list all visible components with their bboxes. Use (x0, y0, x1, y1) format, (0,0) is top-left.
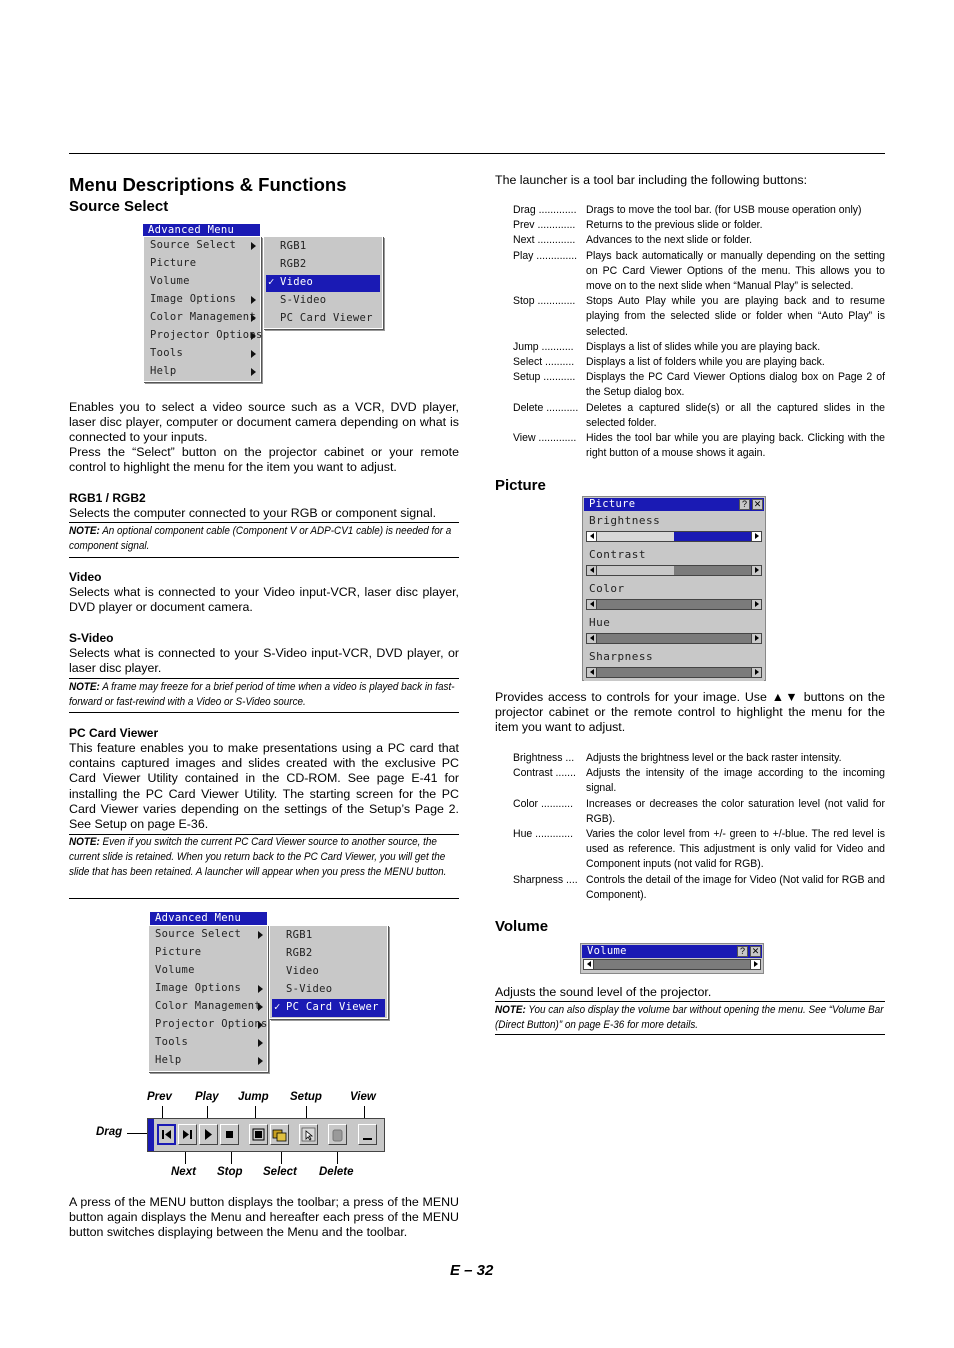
picture-window-title: Picture (584, 498, 764, 511)
trash-icon (329, 1125, 346, 1144)
volume-window-title: Volume (582, 945, 762, 958)
top-rule (69, 153, 885, 154)
slider-label: Sharpness (589, 650, 654, 663)
menu-item-source-select[interactable]: Source Select (155, 928, 242, 940)
list-item: Hue ............. Varies the color level from +/- green to +/-blue. The red level is used as reference. This adjustment is only valid for Video and Component inputs (not valid for RGB). (513, 828, 885, 871)
minimize-icon (359, 1125, 376, 1144)
video-heading: Video (69, 570, 102, 584)
slider-track[interactable] (586, 667, 762, 678)
play-button[interactable] (199, 1124, 218, 1145)
menu-item-picture[interactable]: Picture (150, 257, 197, 269)
submenu-item-pc-card-viewer[interactable]: PC Card Viewer (286, 1001, 379, 1013)
menu-item-image-options[interactable]: Image Options (155, 982, 242, 994)
picture-heading: Picture (495, 477, 546, 494)
prev-button[interactable] (157, 1124, 176, 1145)
toolbar-label-stop: Stop (217, 1166, 243, 1178)
source-select-intro: Enables you to select a video source such as a VCR, DVD player, laser disc player, computer or document camera depending on what is connected to your inputs. (69, 400, 459, 445)
page-heading: Menu Descriptions & Functions (69, 174, 347, 195)
menu-item-picture[interactable]: Picture (155, 946, 202, 958)
prev-icon (159, 1126, 174, 1143)
close-icon[interactable]: ✕ (753, 499, 762, 509)
menu-item-help[interactable]: Help (155, 1054, 182, 1066)
jump-button[interactable] (249, 1124, 268, 1145)
pccard-heading: PC Card Viewer (69, 726, 159, 740)
submenu-item-video[interactable]: Video (280, 276, 314, 288)
next-icon (179, 1125, 196, 1144)
rgb-heading: RGB1 / RGB2 (69, 491, 146, 505)
toolbar-label-setup: Setup (290, 1091, 322, 1103)
play-icon (200, 1125, 217, 1144)
jump-icon (250, 1125, 267, 1144)
slider-track[interactable] (586, 599, 762, 610)
svideo-note: NOTE: A frame may freeze for a brief period of time when a video is played back in fast-forward or fast-rewind with a Video or S-Video source. (69, 681, 455, 708)
folder-icon (271, 1125, 288, 1144)
slider-track[interactable] (586, 565, 762, 576)
pccard-note: NOTE: Even if you switch the current PC Card Viewer source to another source, the current slide is retained. When you return back to the PC Card Viewer, you will get the slide that has been retained. A launcher will appear when you press the MENU button. (69, 836, 447, 878)
volume-note: NOTE: You can also display the volume bar without opening the menu. See “Volume Bar (Direct Button)” on page E-36 for more details. (495, 1004, 884, 1031)
slider-row (584, 546, 764, 579)
rgb-text: Selects the computer connected to your RGB or component signal. (69, 506, 437, 520)
source-select-intro2: Press the “Select” button on the projector cabinet or your remote control to highlight the menu for the item you want to adjust. (69, 445, 459, 475)
help-icon[interactable]: ? (739, 499, 750, 510)
menu-item-tools[interactable]: Tools (150, 347, 184, 359)
stop-icon (221, 1125, 238, 1144)
list-item: Play .............. Plays back automatically or manually depending on the setting on PC Card Viewer Options of the menu. This allows you to move on to the next slide when “Manual Play” is selected. (513, 249, 885, 293)
stop-button[interactable] (220, 1124, 239, 1145)
list-item: Color ........... Increases or decreases the color saturation level (not valid for RGB). (513, 797, 885, 825)
list-item: Select .......... Displays a list of folders while you are playing back. (513, 356, 825, 369)
check-icon: ✓ (268, 276, 275, 288)
toolbar-label-next: Next (171, 1166, 196, 1178)
picture-intro: Provides access to controls for your image. Use ▲▼ buttons on the projector cabinet or the remote control to highlight the menu for the item you want to adjust. (495, 690, 885, 735)
menu-item-tools[interactable]: Tools (155, 1036, 189, 1048)
toolbar-label-select: Select (263, 1166, 297, 1178)
source-select-heading: Source Select (69, 198, 169, 215)
submenu-item-video[interactable]: Video (286, 965, 320, 977)
drag-handle[interactable] (148, 1119, 154, 1151)
rgb-note: NOTE: An optional component cable (Component V or ADP-CV1 cable) is needed for a component signal. (69, 525, 452, 552)
slider-track[interactable] (586, 531, 762, 542)
setup-button[interactable] (299, 1124, 318, 1145)
submenu-item-rgb1[interactable]: RGB1 (280, 240, 307, 252)
submenu-item-svideo[interactable]: S-Video (286, 983, 333, 995)
menu-item-projector-options[interactable]: Projector Options (155, 1018, 268, 1030)
view-button[interactable] (358, 1124, 377, 1145)
menu-item-source-select[interactable]: Source Select (150, 239, 237, 251)
delete-button[interactable] (328, 1124, 347, 1145)
submenu-item-svideo[interactable]: S-Video (280, 294, 327, 306)
list-item: Stop ............. Stops Auto Play while you are playing back and to resume playing from the selected slide or folder when “Auto Play” is selected. (513, 295, 885, 338)
menu-item-image-options[interactable]: Image Options (150, 293, 237, 305)
sub-menu-panel (269, 925, 388, 1019)
slider-row (584, 512, 764, 545)
launcher-intro: The launcher is a tool bar including the following buttons: (495, 173, 808, 187)
main-menu-panel (148, 925, 268, 1072)
menu-item-help[interactable]: Help (150, 365, 177, 377)
list-item: Drag ............. Drags to move the tool bar. (for USB mouse operation only) (513, 204, 862, 216)
list-item: Brightness ... Adjusts the brightness level or the back raster intensity. (513, 752, 842, 764)
menu-item-volume[interactable]: Volume (155, 964, 195, 976)
menu-item-color-management[interactable]: Color Management (150, 311, 256, 323)
submenu-item-pc-card-viewer[interactable]: PC Card Viewer (280, 312, 373, 324)
slider-label: Brightness (589, 514, 661, 527)
menu-item-volume[interactable]: Volume (150, 275, 190, 287)
slider-row (584, 648, 764, 681)
menu-title: Advanced Menu (150, 912, 267, 925)
submenu-item-rgb2[interactable]: RGB2 (286, 947, 313, 959)
list-item: Sharpness .... Controls the detail of the image for Video (Not valid for RGB and Component). (513, 873, 885, 901)
toolbar-label-view: View (350, 1091, 376, 1103)
video-text: Selects what is connected to your Video input-VCR, laser disc player, DVD player or document camera. (69, 585, 459, 615)
volume-heading: Volume (495, 918, 549, 935)
slider-label: Contrast (589, 548, 646, 561)
page-number: E – 32 (450, 1262, 494, 1279)
list-item: View ............. Hides the tool bar while you are playing back. Clicking with the right button of a mouse shows it again. (513, 432, 885, 460)
toolbar (147, 1118, 385, 1152)
list-item: Delete ........... Deletes a captured slide(s) or all the captured slides in the selected folder. (513, 401, 885, 429)
slider-label: Color (589, 582, 625, 595)
picture-window (582, 496, 766, 681)
check-icon: ✓ (274, 1001, 281, 1013)
help-icon[interactable]: ? (737, 946, 748, 957)
toolbar-label-delete: Delete (319, 1166, 354, 1178)
volume-window (580, 943, 764, 974)
select-button[interactable] (270, 1124, 289, 1145)
close-icon[interactable]: ✕ (751, 946, 760, 956)
svideo-text: Selects what is connected to your S-Video input-VCR, DVD player, or laser disc player. (69, 646, 459, 676)
list-item: Contrast ....... Adjusts the intensity of the image according to the incoming signal. (513, 767, 885, 795)
menu-item-color-management[interactable]: Color Management (155, 1000, 261, 1012)
sub-menu-panel (263, 236, 383, 329)
toolbar-label-play: Play (195, 1091, 219, 1103)
toolbar-label-prev: Prev (147, 1091, 172, 1103)
submenu-item-rgb1[interactable]: RGB1 (286, 929, 313, 941)
menu-item-projector-options[interactable]: Projector Options (150, 329, 263, 341)
list-item: Setup ........... Displays the PC Card Viewer Options dialog box on Page 2 of the Setup dialog box. (513, 371, 885, 399)
launcher-list (513, 203, 885, 461)
volume-text: Adjusts the sound level of the projector. (495, 985, 712, 999)
svideo-heading: S-Video (69, 631, 114, 645)
slider-label: Hue (589, 616, 611, 629)
list-item: Prev ............. Returns to the previous slide or folder. (513, 219, 763, 232)
slider-track[interactable] (586, 633, 762, 644)
picture-list (513, 751, 885, 903)
volume-slider[interactable] (583, 959, 761, 970)
pccard-text: This feature enables you to make presentations using a PC card that contains captured images and slides created with the exclusive PC Card Viewer Utility contained in the CD-ROM. See page E-41 for installing the PC Card Viewer Utility. The starting screen for the PC Card Viewer varies depending on the settings of the Setup’s Page 2. See Setup on page E-36. (69, 741, 459, 832)
toolbar-label-drag: Drag (96, 1126, 123, 1138)
slider-row (584, 614, 764, 647)
menu-title: Advanced Menu (143, 224, 260, 236)
slider-row (584, 580, 764, 613)
toolbar-label-jump: Jump (238, 1091, 269, 1103)
list-item: Jump ........... Displays a list of slides while you are playing back. (513, 340, 821, 353)
next-button[interactable] (178, 1124, 197, 1145)
submenu-item-rgb2[interactable]: RGB2 (280, 258, 307, 270)
list-item: Next ............. Advances to the next slide or folder. (513, 234, 753, 247)
setup-icon (300, 1125, 317, 1144)
main-menu-panel (143, 236, 261, 382)
menu-toolbar-text: A press of the MENU button displays the toolbar; a press of the MENU button again displays the Menu and hereafter each press of the MENU button switches displaying between the Menu and the toolbar. (69, 1195, 459, 1240)
